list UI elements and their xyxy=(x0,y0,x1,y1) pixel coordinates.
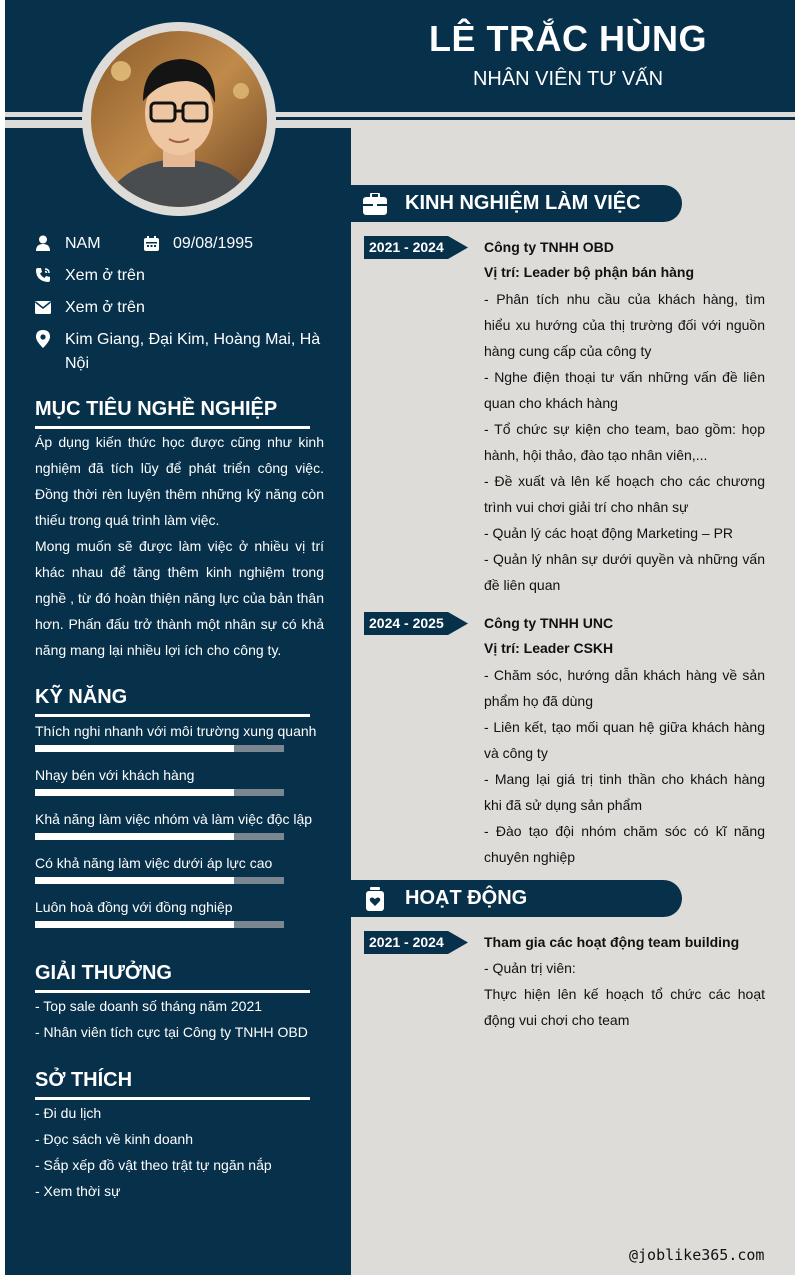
phone-row xyxy=(35,264,145,288)
awards-divider xyxy=(35,990,310,993)
objective-heading: MỤC TIÊU NGHỀ NGHIỆP xyxy=(35,398,278,420)
email-row xyxy=(35,296,145,320)
candidate-title: NHÂN VIÊN TƯ VẤN xyxy=(472,68,664,90)
skill-bar xyxy=(35,745,284,752)
job-duty: - Quản lý các hoạt động Marketing – PR xyxy=(484,525,734,541)
gender-value: NAM xyxy=(65,235,101,252)
job-role: Vị trí: Leader CSKH xyxy=(484,640,614,656)
job-duty: - Quản lý nhân sự dưới quyền và những vấn đề liên quan xyxy=(484,551,765,593)
hobby-item: - Đi du lịch xyxy=(35,1105,102,1121)
award-item: - Nhân viên tích cực tại Công ty TNHH OBD xyxy=(35,1024,308,1040)
avatar xyxy=(91,31,267,207)
job-duty: - Chăm sóc, hướng dẫn khách hàng về sản phẩm họ đã dùng xyxy=(484,667,765,709)
award-item: - Top sale doanh số tháng năm 2021 xyxy=(35,998,263,1014)
hobbies-heading: SỞ THÍCH xyxy=(35,1069,133,1091)
job-duty: - Đề xuất và lên kế hoạch cho các chương trình vui chơi giải trí cho nhân sự xyxy=(484,473,765,515)
candidate-name: LÊ TRẮC HÙNG xyxy=(429,18,707,59)
email-value: Xem ở trên xyxy=(65,299,145,316)
footer-credit: @joblike365.com xyxy=(629,1246,765,1264)
skill-label: Nhạy bén với khách hàng xyxy=(35,767,195,783)
job-duty: - Liên kết, tạo mối quan hệ giữa khách hàng và công ty xyxy=(484,719,765,761)
birthdate-row xyxy=(143,232,253,256)
objective-paragraph-2: Mong muốn sẽ được làm việc ở nhiều vị trí khác nhau để tăng thêm kinh nghiệm trong nghề , từ đó hoàn thiện năng lực của bản thân hơn. Phấn đấu trở thành một nhân sự có khả năng mang lại nhiều lợi ích cho công ty. xyxy=(35,538,324,658)
hobbies-divider xyxy=(35,1097,310,1100)
skill-bar-fill xyxy=(35,789,234,796)
skill-label: Luôn hoà đồng với đồng nghiệp xyxy=(35,899,233,915)
job-period-tag xyxy=(364,236,468,259)
birthdate-value: 09/08/1995 xyxy=(173,235,254,252)
skill-bar-fill xyxy=(35,745,234,752)
badge-heart-icon xyxy=(363,887,387,911)
job-period: 2021 - 2024 xyxy=(369,239,444,255)
map-pin-icon xyxy=(35,330,51,348)
job-period-tag xyxy=(364,612,468,635)
hobby-item: - Đọc sách về kinh doanh xyxy=(35,1131,193,1147)
job-duty: - Nghe điện thoại tư vấn những vấn đề liên quan cho khách hàng xyxy=(484,369,765,411)
skill-bar-fill xyxy=(35,877,234,884)
activities-heading-band xyxy=(351,880,682,917)
skills-divider xyxy=(35,714,310,717)
phone-icon xyxy=(35,266,51,284)
awards-heading: GIẢI THƯỞNG xyxy=(35,962,172,984)
job-duty: - Đào tạo đội nhóm chăm sóc có kĩ năng chuyên nghiệp xyxy=(484,823,765,865)
hobby-item: - Sắp xếp đồ vật theo trật tự ngăn nắp xyxy=(35,1157,272,1173)
job-duties xyxy=(484,662,765,870)
activity-period-tag xyxy=(364,931,468,954)
experience-heading: KINH NGHIỆM LÀM VIỆC xyxy=(405,192,641,214)
address-row xyxy=(35,328,335,376)
objective-paragraph-1: Áp dụng kiến thức học được cũng như kinh nghiệm đã tích lũy để phát triển công việc. Đồng thời rèn luyện thêm những kỹ năng còn thiếu trong quá trình làm việc. xyxy=(35,434,324,528)
activity-description: Thực hiện lên kế hoạch tổ chức các hoạt động vui chơi cho team xyxy=(484,986,765,1028)
envelope-icon xyxy=(35,298,51,316)
skill-bar xyxy=(35,833,284,840)
job-role: Vị trí: Leader bộ phận bán hàng xyxy=(484,264,695,280)
activity-role: - Quản trị viên: xyxy=(484,960,576,976)
experience-heading-band xyxy=(351,185,682,222)
skill-bar xyxy=(35,921,284,928)
skill-label: Thích nghi nhanh với môi trường xung quanh xyxy=(35,723,317,739)
job-duty: - Phân tích nhu cầu của khách hàng, tìm hiểu xu hướng của thị trường đối với nguồn hàng cung cấp của công ty xyxy=(484,291,765,359)
skill-bar-fill xyxy=(35,833,234,840)
skill-bar-fill xyxy=(35,921,234,928)
job-company: Công ty TNHH UNC xyxy=(484,615,614,631)
activity-period: 2021 - 2024 xyxy=(369,934,444,950)
job-duty: - Tổ chức sự kiện cho team, bao gồm: họp hành, hội thảo, đào tạo nhân viên,... xyxy=(484,421,765,463)
skill-label: Khả năng làm việc nhóm và làm việc độc lập xyxy=(35,811,313,827)
gender-row xyxy=(35,232,101,256)
briefcase-icon xyxy=(363,192,387,216)
address-value: Kim Giang, Đại Kim, Hoàng Mai, Hà Nội xyxy=(65,331,321,372)
skills-heading: KỸ NĂNG xyxy=(35,686,128,708)
skill-bar xyxy=(35,789,284,796)
skill-bar xyxy=(35,877,284,884)
job-duty: - Mang lại giá trị tinh thần cho khách hàng khi đã sử dụng sản phẩm xyxy=(484,771,765,813)
phone-value: Xem ở trên xyxy=(65,267,145,284)
user-icon xyxy=(35,234,51,252)
job-company: Công ty TNHH OBD xyxy=(484,239,614,255)
activity-details xyxy=(484,955,765,1033)
job-duties xyxy=(484,286,765,598)
cv-page xyxy=(5,0,795,1275)
skill-label: Có khả năng làm việc dưới áp lực cao xyxy=(35,855,273,871)
job-period: 2024 - 2025 xyxy=(369,615,444,631)
activities-heading: HOẠT ĐỘNG xyxy=(405,887,528,909)
hobby-item: - Xem thời sự xyxy=(35,1183,121,1199)
activity-title: Tham gia các hoạt động team building xyxy=(484,934,740,950)
calendar-icon xyxy=(143,234,159,252)
